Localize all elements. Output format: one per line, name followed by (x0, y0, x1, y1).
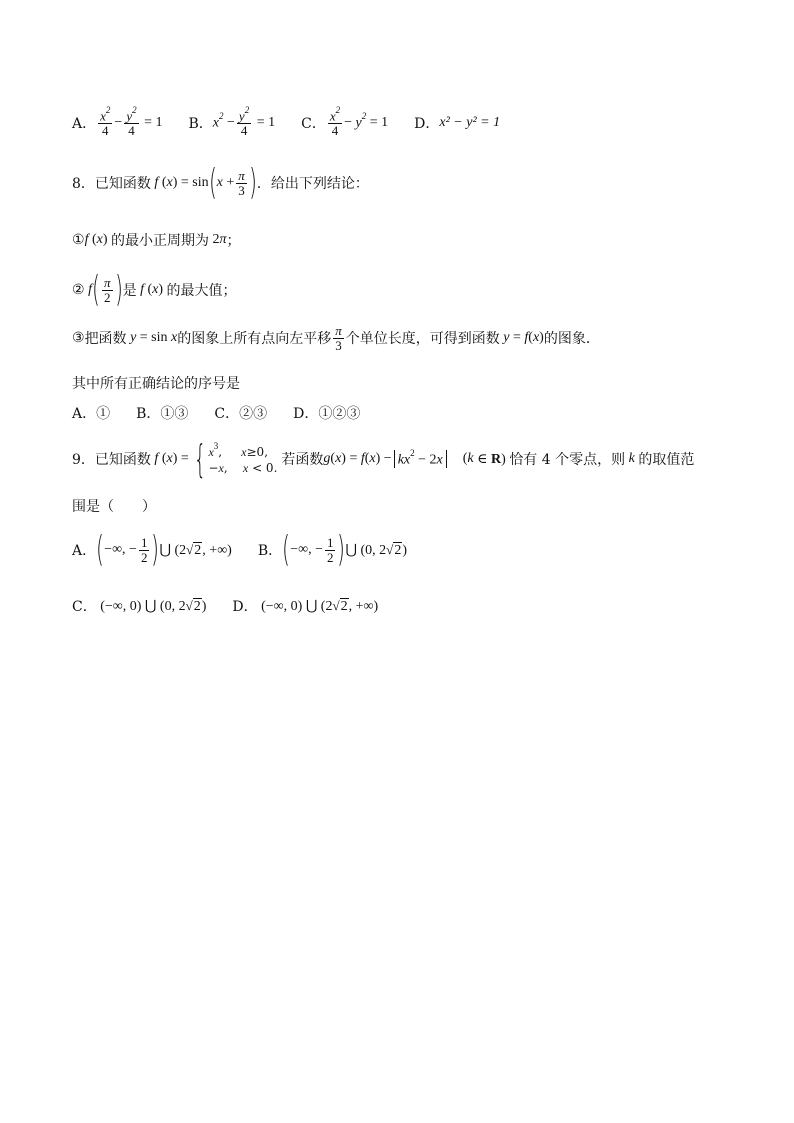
q9-prefix: 9．已知函数 (72, 452, 151, 468)
q8-item2-mark: ② (72, 282, 85, 298)
q9-option-d-label: D． (232, 599, 258, 615)
q8-option-c: C．②③ (214, 406, 268, 422)
q8-question: 其中所有正确结论的序号是 (72, 376, 240, 392)
q9-option-a-label: A． (72, 543, 97, 559)
q8-stem: 8．已知函数 f ( x ) = sin ( x + $\frac{\pi}{3}$ ) ．给出下列结论： (72, 162, 369, 203)
q8-item1-mark: ① (72, 232, 85, 248)
q7-option-c-label: C． (301, 115, 326, 132)
q8-item-1: ① f ( x ) 的最小正周期为 2 π ； (72, 232, 241, 249)
q9-option-b-label: B． (257, 543, 283, 559)
q8-item-3: ③ 把函数 y = sin x 的图象上所有点向左平移 $\frac{\pi}{3}$ 个单位长度，可得到函数 y = f ( x ) 的图象． (72, 323, 600, 353)
q8-item2-tail: 的最大值； (166, 283, 237, 299)
q8-item3-b: 的图象上所有点向左平移 (177, 331, 332, 348)
q8-item3-mark: ③ (72, 330, 85, 347)
q8-options-row (72, 403, 360, 423)
q8-option-a: A．① (72, 406, 111, 422)
q9-mid: 若函数 (281, 452, 324, 468)
q7-options-row: A． $\frac{x^2}{4}$ − $\frac{y^2}{4}$ = 1 B． $x^2$ − $\frac{y^2}{4}$ = 1 C． $\frac{x^2}{4}$ − $y^2$ = 1 D． x² − y² = 1 (72, 105, 501, 138)
q8-item3-a: 把函数 (84, 331, 127, 348)
q8-option-b: B．①③ (136, 406, 189, 422)
q8-item-2: ② f ( $\frac{\pi}{2}$ ) 是 f ( x ) 的最大值； (72, 269, 237, 310)
q7-option-a-label: A． (72, 115, 97, 132)
q9-tail-b: 的取值范 (638, 452, 695, 468)
q9-line2: 围是（ ） (72, 499, 156, 515)
q7-option-b-label: B． (188, 115, 213, 132)
q9-options-row2: C． (−∞, 0) ⋃ (0, 2√2) D． (−∞, 0) ⋃ (2√2, +∞) (72, 597, 379, 615)
q8-suffix: ．给出下列结论： (256, 176, 369, 192)
q7-option-d-expr: x² − y² = 1 (439, 114, 501, 130)
q8-prefix: 8．已知函数 (72, 176, 151, 192)
q9-tail-a: 恰有 4 个零点，则 (509, 452, 626, 468)
q8-item1-text: 的最小正周期为 (111, 233, 210, 249)
q8-option-d: D．①②③ (293, 406, 361, 422)
q9-stem: 9．已知函数 f ( x ) = { $x^3$, x≥0, −x, x < 0. 若函数 g ( x ) = f ( x ) − $kx^2 - 2x$ ( k ∈ R) 恰有 4 个零点，则 k 的取值范 (72, 437, 695, 481)
q9-options-row1: A． ( −∞, − $\frac{1}{2}$ ) ⋃ (2√2, +∞) B． ( −∞, − $\frac{1}{2}$ ) ⋃ (0, 2√2) (72, 529, 407, 570)
q7-option-d-label: D． (414, 115, 440, 132)
q8-item2-text: 是 (122, 283, 137, 299)
q8-item3-c: 个单位长度，可得到函数 (345, 331, 500, 348)
q8-item3-d: 的图象． (543, 331, 600, 348)
q9-option-c-label: C． (72, 599, 97, 615)
